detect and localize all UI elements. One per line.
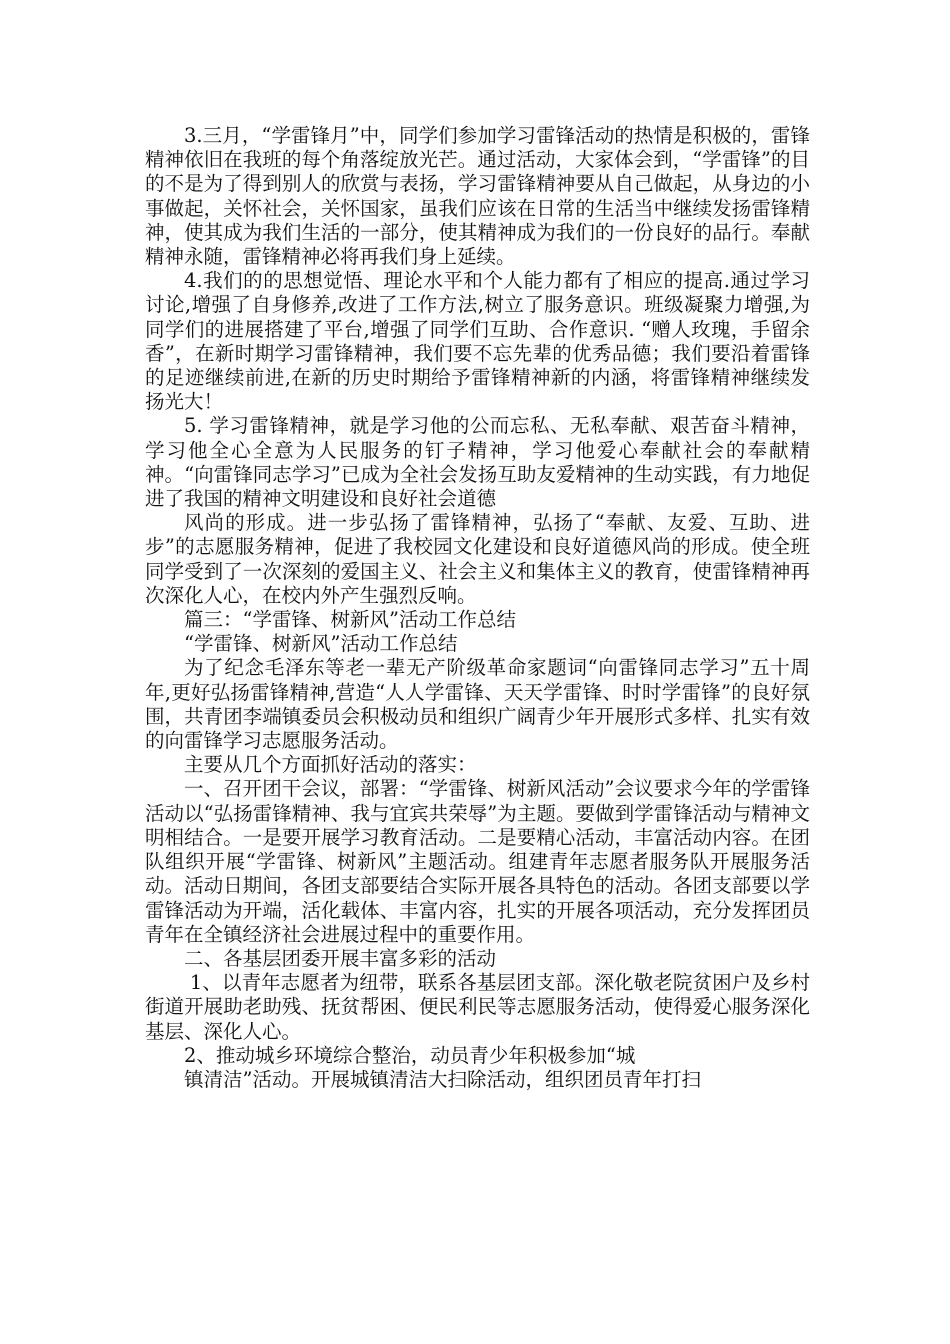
document-page	[145, 124, 810, 1092]
paragraph-3: 5. 学习雷锋精神，就是学习他的公而忘私、无私奉献、艰苦奋斗精神，学习他全心全意为人民服务的钉子精神，学习他爱心奉献社会的奉献精神。“向雷锋同志学习”已成为全社会发扬互助友爱精神的生动实践，有力地促进了我国的精神文明建设和良好社会道德	[145, 414, 810, 511]
paragraph-10: 2、推动城乡环境综合整治，动员青少年积极参加“城	[184, 1043, 636, 1067]
section-heading: 篇三：“学雷锋、树新风”活动工作总结	[184, 608, 516, 632]
section-subtitle: “学雷锋、树新风”活动工作总结	[184, 632, 458, 656]
paragraph-2: 4.我们的的思想觉悟、理论水平和个人能力都有了相应的提高.通过学习讨论,增强了自身修养,改进了工作方法,树立了服务意识。班级凝聚力增强,为同学们的进展搭建了平台,增强了同学们互助、合作意识. “赠人玫瑰，手留余香”，在新时期学习雷锋精神，我们要不忘先辈的优秀品德；我们要沿着雷锋的足迹继续前进,在新的历史时期给予雷锋精神新的内涵，将雷锋精神继续发扬光大！	[145, 269, 810, 414]
paragraph-1: 3.三月，“学雷锋月”中，同学们参加学习雷锋活动的热情是积极的，雷锋精神依旧在我班的每个角落绽放光芒。通过活动，大家体会到，“学雷锋”的目的不是为了得到别人的欣赏与表扬，学习雷锋精神要从自己做起，从身边的小事做起，关怀社会，关怀国家，虽我们应该在日常的生活当中继续发扬雷锋精神，使其成为我们生活的一部分，使其精神成为我们的一份良好的品行。奉献精神永随，雷锋精神必将再我们身上延续。	[145, 124, 810, 269]
paragraph-4: 风尚的形成。进一步弘扬了雷锋精神，弘扬了“奉献、友爱、互助、进步”的志愿服务精神，促进了我校园文化建设和良好道德风尚的形成。使全班同学受到了一次深刻的爱国主义、社会主义和集体主义的教育，使雷锋精神再次深化人心，在校内外产生强烈反响。	[145, 511, 810, 607]
paragraph-9: 1、以青年志愿者为纽带，联系各基层团支部。深化敬老院贫困户及乡村街道开展助老助残、抚贫帮困、便民利民等志愿服务活动，使得爱心服务深化基层、深化人心。	[145, 971, 810, 1043]
paragraph-6: 主要从几个方面抓好活动的落实：	[184, 753, 477, 777]
paragraph-11: 镇清洁”活动。开展城镇清洁大扫除活动，组织团员青年打扫	[184, 1067, 701, 1091]
paragraph-8: 二、各基层团委开展丰富多彩的活动	[184, 946, 497, 970]
paragraph-5: 为了纪念毛泽东等老一辈无产阶级革命家题词“向雷锋同志学习”五十周年,更好弘扬雷锋精神,营造“人人学雷锋、天天学雷锋、时时学雷锋”的良好氛围，共青团李端镇委员会积极动员和组织广阔青少年开展形式多样、扎实有效的向雷锋学习志愿服务活动。	[145, 656, 810, 753]
paragraph-7: 一、召开团干会议，部署：“学雷锋、树新风活动”会议要求今年的学雷锋活动以“弘扬雷锋精神、我与宜宾共荣辱”为主题。要做到学雷锋活动与精神文明相结合。一是要开展学习教育活动。二是要精心活动，丰富活动内容。在团队组织开展“学雷锋、树新风”主题活动。组建青年志愿者服务队开展服务活动。活动日期间，各团支部要结合实际开展各具特色的活动。各团支部要以学雷锋活动为开端，活化载体、丰富内容，扎实的开展各项活动，充分发挥团员青年在全镇经济社会进展过程中的重要作用。	[145, 777, 810, 946]
